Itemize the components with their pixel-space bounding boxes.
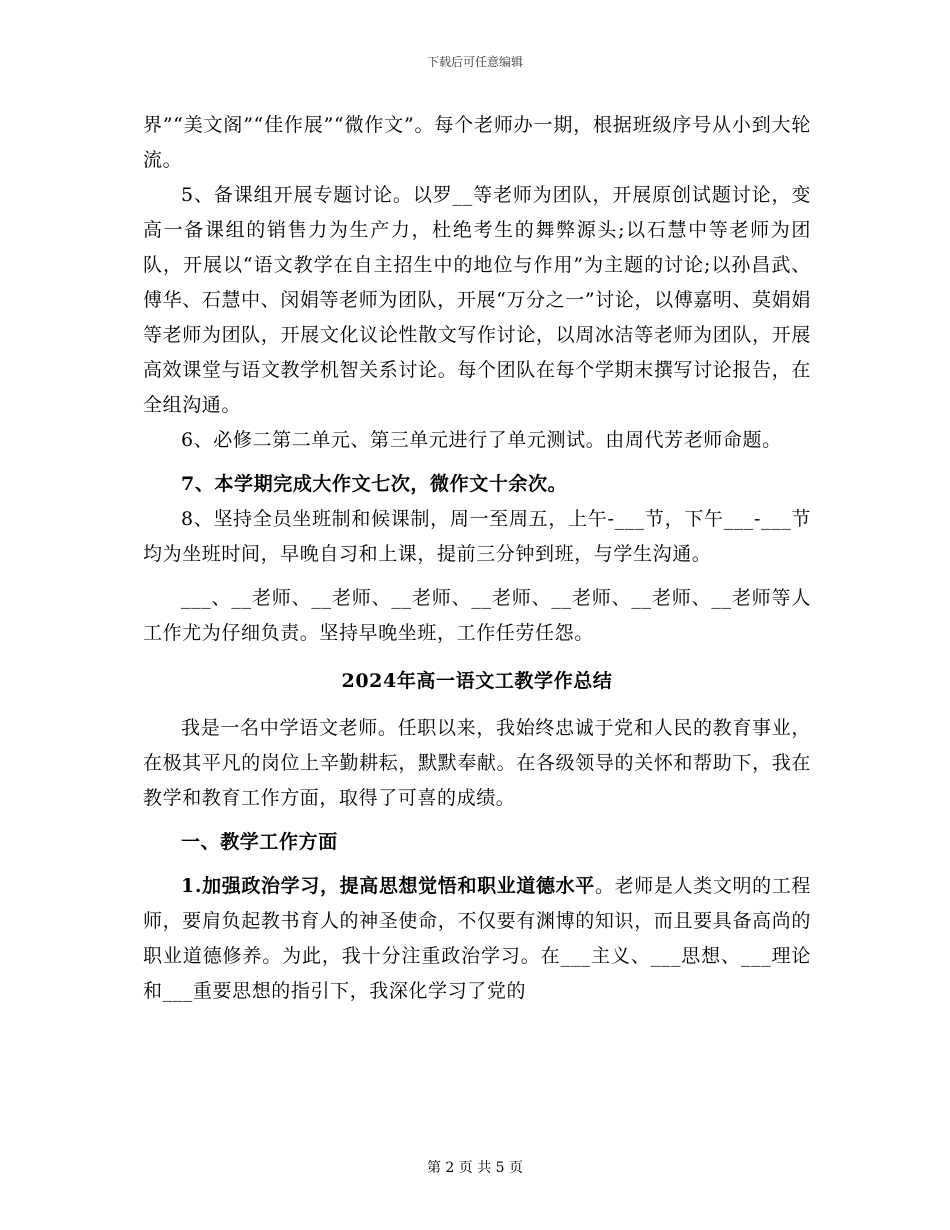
section-title: 2024年高一语文工教学作总结: [341, 670, 613, 692]
paragraph-teachers: ___、__老师、__老师、__老师、__老师、__老师、__老师、__老师等人工作尤为仔细负责。坚持早晚坐班，工作任劳任怨。: [143, 587, 811, 644]
document-body: [143, 108, 811, 1009]
subheading: 一、教学工作方面: [181, 831, 338, 853]
paragraph-item-6: 6、必修二第二单元、第三单元进行了单元测试。由周代芳老师命题。: [181, 429, 782, 451]
page-header: 下载后可任意编辑: [426, 55, 523, 69]
paragraph-item-5: 5、备课组开展专题讨论。以罗__等老师为团队，开展原创试题讨论，变高一备课组的销售力为生产力，杜绝考生的舞弊源头;以石慧中等老师为团队，开展以“语文教学在自主招生中的地位与作用”为主题的讨论;以孙昌武、傅华、石慧中、闵娟等老师为团队，开展“万分之一”讨论，以傅嘉明、莫娟娟等老师为团队，开展文化议论性散文写作讨论，以周冰洁等老师为团队，开展高效课堂与语文教学机智关系讨论。每个团队在每个学期末撰写讨论报告，在全组沟通。: [143, 184, 811, 416]
paragraph-continued: 界”“美文阁”“佳作展”“微作文”。每个老师办一期，根据班级序号从小到大轮流。: [143, 114, 811, 171]
paragraph-item-8: 8、坚持全员坐班制和候课制，周一至周五，上午-___节，下午___-___节均为坐班时间，早晚自习和上课，提前三分钟到班，与学生沟通。: [143, 508, 811, 565]
page-footer: 第 2 页 共 5 页: [426, 1160, 524, 1176]
point-1-paragraph: [143, 869, 811, 1009]
point-1-lead: 1.加强政治学习，提高思想觉悟和职业道德水平: [181, 875, 595, 897]
intro-paragraph: 我是一名中学语文老师。任职以来，我始终忠诚于党和人民的教育事业，在极其平凡的岗位上辛勤耕耘，默默奉献。在各级领导的关怀和帮助下，我在教学和教育工作方面，取得了可喜的成绩。: [143, 717, 811, 809]
point-1-body: 。老师是人类文明的工程师，要肩负起教书育人的神圣使命，不仅要有渊博的知识，而且要具备高尚的职业道德修养。为此，我十分注重政治学习。在___主义、___思想、___理论和___重要思想的指引下，我深化学习了党的: [143, 875, 811, 1002]
paragraph-item-7: 7、本学期完成大作文七次，微作文十余次。: [181, 473, 568, 495]
